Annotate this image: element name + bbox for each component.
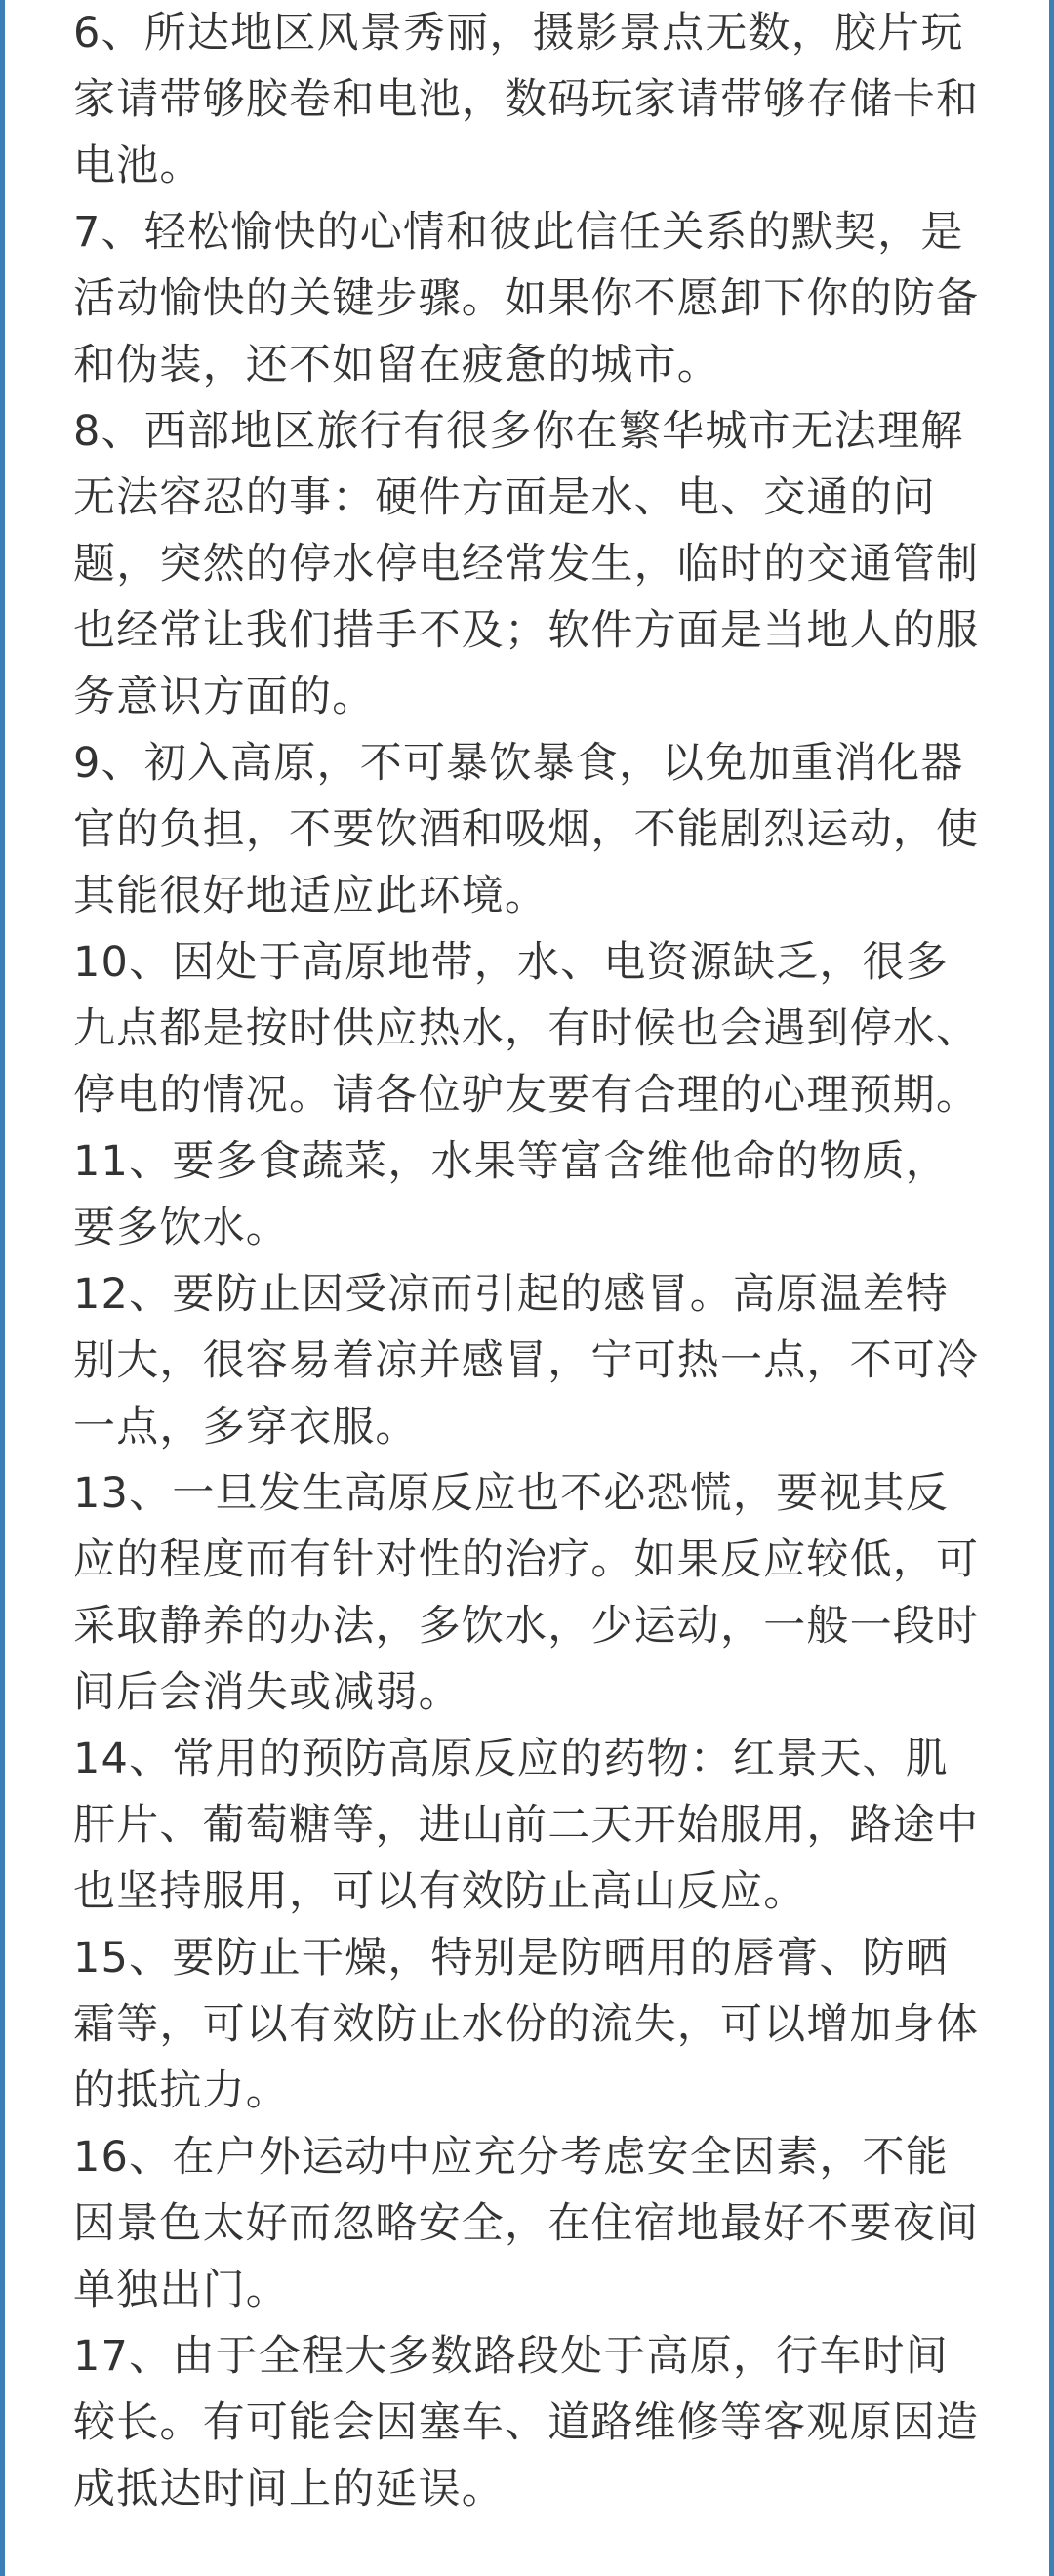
tips-list [73, 0, 991, 2522]
tip-item-17: 17、由于全程大多数路段处于高原，行车时间较长。有可能会因塞车、道路维修等客观原因造成抵达时间上的延误。 [73, 2332, 980, 2514]
tip-item-7: 7、轻松愉快的心情和彼此信任关系的默契，是活动愉快的关键步骤。如果你不愿卸下你的防备和伪装，还不如留在疲惫的城市。 [73, 208, 980, 389]
tip-item-16: 16、在户外运动中应充分考虑安全因素，不能因景色太好而忽略安全，在住宿地最好不要夜间单独出门。 [73, 2133, 980, 2314]
tip-item-8: 8、西部地区旅行有很多你在繁华城市无法理解无法容忍的事：硬件方面是水、电、交通的问题，突然的停水停电经常发生，临时的交通管制也经常让我们措手不及；软件方面是当地人的服务意识方面的。 [73, 407, 980, 721]
tip-item-11: 11、要多食蔬菜，水果等富含维他命的物质，要多饮水。 [73, 1137, 949, 1252]
tip-item-13: 13、一旦发生高原反应也不必恐慌，要视其反应的程度而有针对性的治疗。如果反应较低，可采取静养的办法，多饮水，少运动，一般一段时间后会消失或减弱。 [73, 1469, 980, 1717]
tip-item-6: 6、所达地区风景秀丽，摄影景点无数，胶片玩家请带够胶卷和电池，数码玩家请带够存储卡和电池。 [73, 9, 980, 190]
tip-item-10: 10、因处于高原地带，水、电资源缺乏，很多九点都是按时供应热水，有时候也会遇到停水、停电的情况。请各位驴友要有合理的心理预期。 [73, 938, 980, 1120]
tip-item-12: 12、要防止因受凉而引起的感冒。高原温差特别大，很容易着凉并感冒，宁可热一点，不可冷一点，多穿衣服。 [73, 1270, 980, 1452]
tip-item-14: 14、常用的预防高原反应的药物：红景天、肌肝片、葡萄糖等，进山前二天开始服用，路途中也坚持服用，可以有效防止高山反应。 [73, 1735, 980, 1916]
tip-item-9: 9、初入高原，不可暴饮暴食，以免加重消化器官的负担，不要饮酒和吸烟，不能剧烈运动，使其能很好地适应此环境。 [73, 739, 980, 920]
tip-item-15: 15、要防止干燥，特别是防晒用的唇膏、防晒霜等，可以有效防止水份的流失，可以增加身体的抵抗力。 [73, 1934, 980, 2115]
